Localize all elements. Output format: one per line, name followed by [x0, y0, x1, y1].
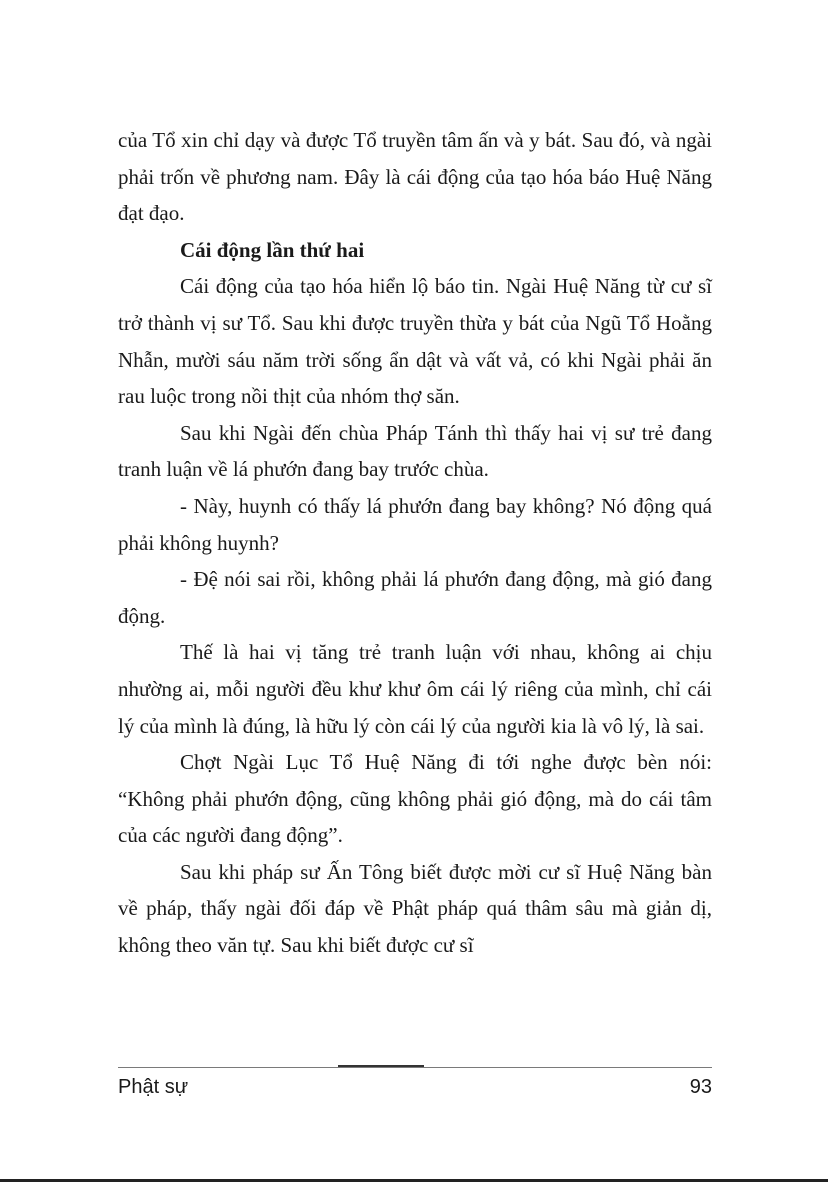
paragraph-5: Chợt Ngài Lục Tổ Huệ Năng đi tới nghe được bèn nói: “Không phải phướn động, cũng không phải gió động, mà do cái tâm của các người đang động”. [118, 750, 712, 848]
section-heading: Cái động lần thứ hai [180, 237, 365, 262]
paragraph-3: Sau khi Ngài đến chùa Pháp Tánh thì thấy hai vị sư trẻ đang tranh luận về lá phướn đang bay trước chùa. [118, 420, 712, 482]
footer-divider [118, 1067, 712, 1068]
footer-divider-accent [338, 1065, 424, 1067]
paragraph-4: Thế là hai vị tăng trẻ tranh luận với nhau, không ai chịu nhường ai, mỗi người đều khư khư ôm cái lý riêng của mình, chỉ cái lý của mình là đúng, là hữu lý còn cái lý của người kia là vô lý, là sai. [118, 640, 712, 738]
paragraph-6: Sau khi pháp sư Ấn Tông biết được mời cư sĩ Huệ Năng bàn về pháp, thấy ngài đối đáp về Phật pháp quá thâm sâu mà giản dị, không theo văn tự. Sau khi biết được cư sĩ [118, 859, 712, 958]
dialogue-line-2: - Đệ nói sai rồi, không phải lá phướn đang động, mà gió đang động. [118, 567, 712, 628]
running-footer-title: Phật sự [118, 1076, 189, 1098]
page-number: 93 [689, 1076, 712, 1098]
paragraph-2: Cái động của tạo hóa hiển lộ báo tin. Ngài Huệ Năng từ cư sĩ trở thành vị sư Tổ. Sau khi được truyền thừa y bát của Ngũ Tổ Hoằng Nhẫn, mười sáu năm trời sống ẩn dật và vất vả, có khi Ngài phải ăn rau luộc trong nồi thịt của nhóm thợ săn. [118, 274, 712, 409]
body-text [118, 122, 712, 964]
paragraph-1: của Tổ xin chỉ dạy và được Tổ truyền tâm ấn và y bát. Sau đó, và ngài phải trốn về phương nam. Đây là cái động của tạo hóa báo Huệ Năng đạt đạo. [118, 128, 712, 226]
dialogue-line-1: - Này, huynh có thấy lá phướn đang bay không? Nó động quá phải không huynh? [118, 493, 712, 555]
